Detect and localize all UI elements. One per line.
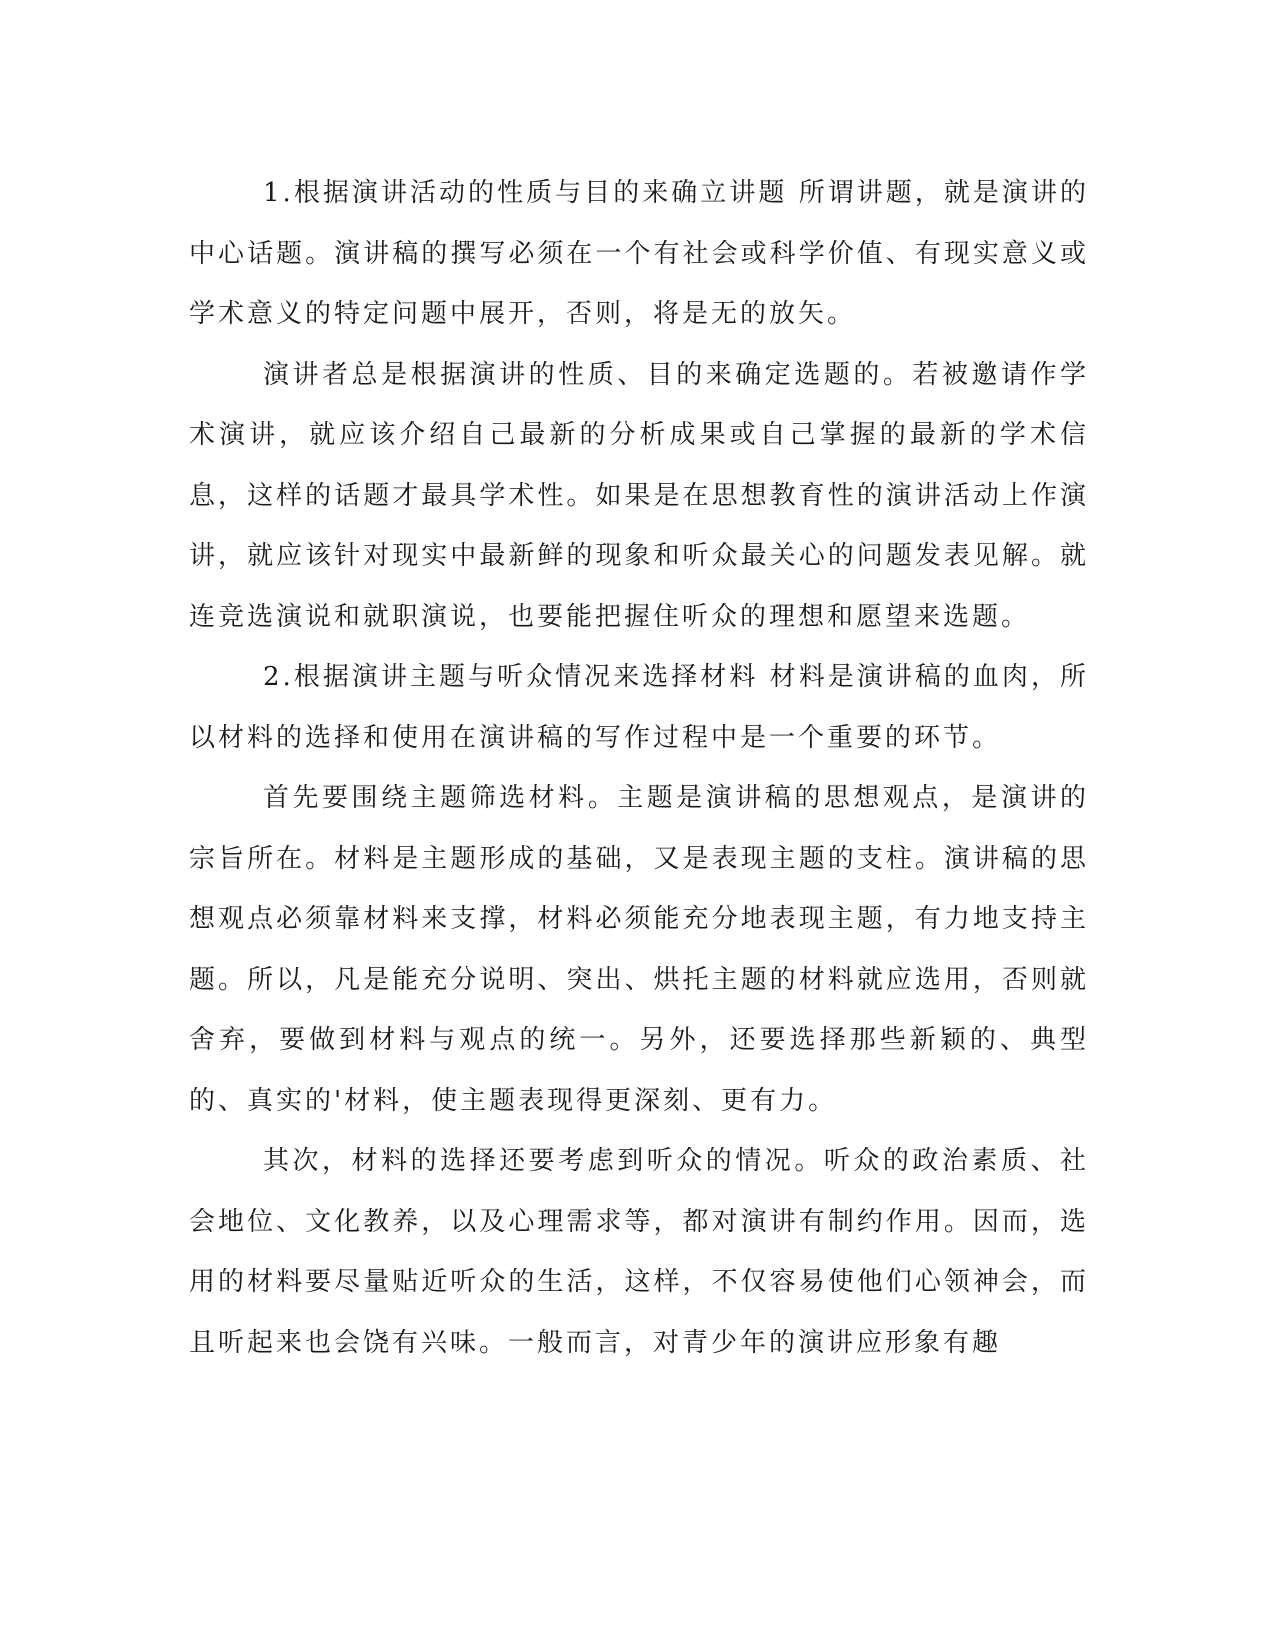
paragraph-1: 1.根据演讲活动的性质与目的来确立讲题 所谓讲题，就是演讲的中心话题。演讲稿的撰写必须在一个有社会或科学价值、有现实意义或学术意义的特定问题中展开，否则，将是无的放矢。 — [189, 178, 1089, 329]
document-body — [189, 163, 1089, 1373]
paragraph-5: 其次，材料的选择还要考虑到听众的情况。听众的政治素质、社会地位、文化教养，以及心理需求等，都对演讲有制约作用。因而，选用的材料要尽量贴近听众的生活，这样，不仅容易使他们心领神会，而且听起来也会饶有兴味。一般而言，对青少年的演讲应形象有趣 — [189, 1146, 1089, 1358]
paragraph-3: 2.根据演讲主题与听众情况来选择材料 材料是演讲稿的血肉，所以材料的选择和使用在演讲稿的写作过程中是一个重要的环节。 — [189, 662, 1089, 753]
paragraph-4: 首先要围绕主题筛选材料。主题是演讲稿的思想观点，是演讲的宗旨所在。材料是主题形成的基础，又是表现主题的支柱。演讲稿的思想观点必须靠材料来支撑，材料必须能充分地表现主题，有力地支持主题。所以，凡是能充分说明、突出、烘托主题的材料就应选用，否则就舍弃，要做到材料与观点的统一。另外，还要选择那些新颖的、典型的、真实的'材料，使主题表现得更深刻、更有力。 — [189, 783, 1089, 1116]
paragraph-2: 演讲者总是根据演讲的性质、目的来确定选题的。若被邀请作学术演讲，就应该介绍自己最新的分析成果或自己掌握的最新的学术信息，这样的话题才最具学术性。如果是在思想教育性的演讲活动上作演讲，就应该针对现实中最新鲜的现象和听众最关心的问题发表见解。就连竞选演说和就职演说，也要能把握住听众的理想和愿望来选题。 — [189, 359, 1089, 632]
